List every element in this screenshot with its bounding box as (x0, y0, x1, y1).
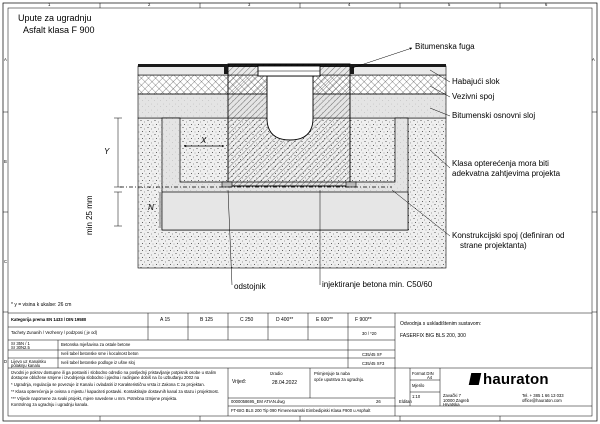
product-name: FASERFIX BIG BLS 200, 300 (400, 333, 466, 339)
footnote: * y = visina k ukalse: 26 cm (11, 302, 72, 308)
note-line-1: Izvodni je pokrov dostupne ili ga postaviti i slobodno odredio na posljednji pristavljanje potpisnik osobe u stalim (11, 370, 217, 375)
bitumen-joint-left (224, 64, 228, 74)
date-label: Izradio (270, 371, 283, 376)
callout-bitumen-joint: Bitumenska fuga (415, 42, 475, 51)
channel-cavity (267, 76, 313, 140)
dim-y-label: Y (104, 147, 110, 156)
remark-line-2: opće uputstva za ugradnju. (314, 377, 365, 382)
table-row5-c: Iveli tabel betonske podloge iz ušne sloj (61, 360, 135, 365)
class-d400: D 400** (276, 317, 294, 323)
address-line-2: 10000 Zagreb (443, 398, 470, 403)
email: office@hauraton.com (522, 398, 562, 403)
bitumen-joint-right (350, 64, 354, 74)
callout-bitumen-base: Bitumenski osnovni sloj (452, 111, 536, 120)
concrete-bed (162, 192, 408, 230)
class-b125: B 125 (200, 317, 214, 323)
callout-concrete-injection: injektiranje betona min. C50/60 (322, 280, 433, 289)
status-value: Elditan (399, 399, 412, 404)
drawing-date: 28.04.2022 (272, 380, 298, 386)
col-marker-3: 3 (248, 2, 251, 7)
author-label: Vrijeđ: (232, 379, 246, 385)
callout-spacer: odstojnik (234, 282, 266, 291)
phone: Tel. + 385 1 66 13 033 (522, 393, 564, 398)
table-row5-a: Lijevo uz Kanalsku (11, 359, 46, 364)
table-row3-a: Sr 35N / 1 (11, 341, 30, 346)
scale-value: 1:10 (412, 394, 421, 399)
callout-binder-layer: Vezivni spoj (452, 92, 495, 101)
drawing-number: 0000058695_EM ATIAN.dwg (231, 399, 285, 404)
row-marker-a: A (4, 57, 7, 62)
callout-load-class-1: Klasa opterećenja mora biti (452, 159, 549, 168)
table-row1-label: Kategorija prema EN 1433 / DIN 19580 (11, 317, 87, 322)
table-dims: 30 / *20 (362, 331, 377, 336)
dim-min-label: min 25 mm (85, 195, 94, 235)
class-c250: C 250 (240, 317, 254, 323)
table-row5-b: polaknju kanalu (11, 363, 41, 368)
col-marker-5: 5 (448, 2, 451, 7)
col-marker-4: 4 (348, 2, 351, 7)
title-line-2: Asfalt klasa F 900 (23, 25, 95, 35)
note-line-3: * Ugradnja, regulacija se povezuje iz Kanalu i ovladatiri iz Karakterističnu vrsta iz Zakona C za projektan. (11, 382, 205, 387)
class-e600: E 600** (316, 317, 333, 323)
sheet-number: 26 (376, 399, 381, 404)
address-line-3: Hrvatska (443, 402, 460, 407)
row-marker-b: B (4, 159, 7, 164)
table-row3-b: Sr 30N2.5 (11, 345, 30, 350)
class-a15: A 15 (160, 317, 171, 323)
col-marker-2: 2 (148, 2, 151, 7)
col-marker-1: 1 (48, 2, 51, 7)
hauraton-logo-mark (469, 373, 482, 385)
spacer-left (222, 182, 232, 187)
row-marker-c: C (4, 259, 8, 264)
dim-n-label: N (148, 203, 154, 212)
callout-construction-joint-2: strane projektanta) (460, 241, 527, 250)
table-row2-label: Tachety Zunanih / Vezhenry / podzposi ( je od) (11, 330, 98, 335)
product-label: Odvodnja s uskladištenim sustavom: (400, 321, 482, 327)
note-line-5: *** Vrijede napomene za svaki projekt, mjere navedene u mm. Potrebna Izmjene projekta. (11, 396, 178, 401)
row-marker-e: A (592, 57, 595, 62)
note-line-6: Kontrolnog za ugradnju i ugradnju kanala. (11, 402, 89, 407)
dim-x-label: X (201, 136, 207, 145)
callout-wear-layer: Habajući slok (452, 77, 500, 86)
col-marker-6: 6 (545, 2, 548, 7)
note-line-4: ** Klasa opterećenja je ovisna o mjestu / kapaciteti postavki. Kontaktirajte dostavnih kanal za stazu i projektnost. (11, 389, 219, 394)
class-f900: F 900** (355, 317, 372, 323)
scale-label: Mjerilo (412, 383, 425, 388)
format-label: Format DIN (412, 371, 434, 376)
table-code1: C35/45 XF (362, 352, 383, 357)
table-code2: C35/45 XF3 (362, 361, 385, 366)
address-line-1: Zavački 7 (443, 393, 461, 398)
callout-load-class-2: adekvatna zahtjevima projekta (452, 169, 561, 178)
format-value: A4 (427, 375, 433, 380)
title-line-1: Upute za ugradnju (18, 13, 92, 23)
table-row3-c: Betonska mješavina za ostale betone (61, 342, 131, 347)
row-marker-d: D (4, 359, 8, 364)
remark-line-1: Primjenjuje ta naba (314, 371, 350, 376)
drawing-caption: FT-BIG BLS 200 Tip 090 Fimenenamski Eimbedipiski Klasa F900 u Asphalt (231, 408, 371, 413)
callout-construction-joint-1: Konstrukcijski spoj (definiran od (452, 231, 565, 240)
spacer-right (346, 182, 356, 187)
note-line-2: dostupne obložene smjene i izvodnjenja slobodno i pjedna i radinjane dobiš na čo uzbuđanju 2002 na (11, 375, 200, 380)
table-row4-c: Iveli tabel betonske sme i kocalnost beton (61, 351, 139, 356)
hauraton-logo: hauraton (470, 372, 549, 387)
